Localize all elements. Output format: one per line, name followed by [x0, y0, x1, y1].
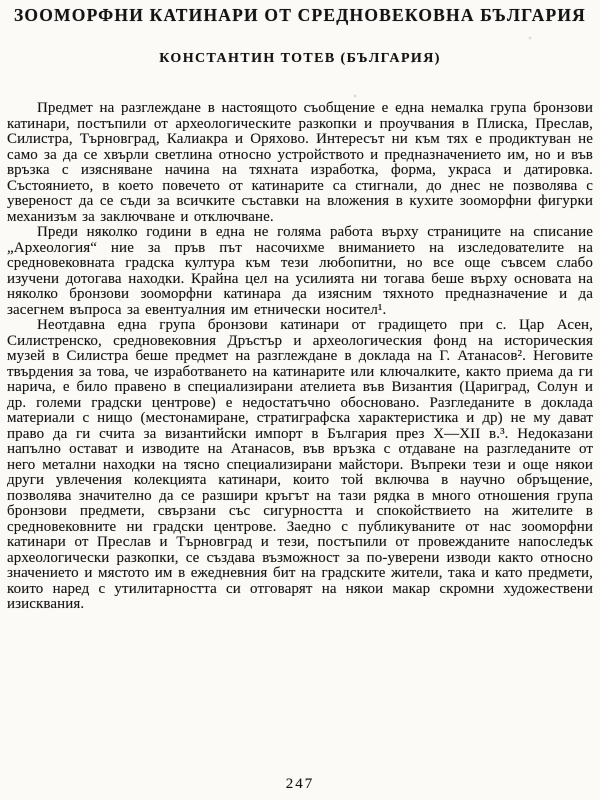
article-body	[7, 101, 593, 613]
paragraph: Неотдавна една група бронзови катинари от градището при с. Цар Асен, Силистренско, средновековния Дръстър и археологическия фонд на историческия музей в Силистра беше предмет на разглеждане в доклада на Г. Атанасов². Неговите твърдения за това, че изработването на катинарите или ключалките, както приема да ги нарича, е било правено в специализирани ателиета във Византия (Цариград, Солун и др. големи градски центрове) е недостатъчно обосновано. Разгледаните в доклада материали с нищо (местонамиране, стратиграфска характеристика и др) не му дават право да ги счита за византийски импорт в България през X—XII в.³. Недоказани напълно остават и изводите на Атанасов, във връзка с отдаване на разгледаните от него метални находки на тясно специализирани майстори. Въпреки тези и още някои други увлечения колекцията катинари, които той включва в научно обръщение, позволява значително да се разшири кръгът на тази рядка в много отношения група бронзови предмети, свързани със сигурността и спокойствието на жителите в средновековните ни градски центрове. Заедно с публикуваните от нас зооморфни катинари от Преслав и Търновград и тези, постъпили от провежданите напоследък археологически разкопки, се създава възможност за по-уверени изводи както относно значението и мястото им в ежедневния бит на градските жители, така и като предмети, които наред с утилитарността си отговарят на някои макар скромни художествени изисквания.	[7, 317, 593, 613]
paragraph: Предмет на разглеждане в настоящото съобщение е една немалка група бронзови катинари, постъпили от археологическите разкопки и проучвания в Плиска, Преслав, Силистра, Търновград, Калиакра и Оряхово. Интересът ни към тях е продиктуван не само за да се хвърли светлина относно устройството и предназначението им, но и във връзка с изясняване начина на тяхната изработка, форма, украса и датировка. Състоянието, в което повечето от катинарите са стигнали, до днес не позволява с увереност да се съди за всичките съставки на вложения в кухите зооморфни фигурки механизъм за заключване и отключване.	[7, 100, 593, 225]
paragraph: Преди няколко години в една не голяма работа върху страниците на списание „Археология“ ние за пръв път насочихме вниманието на изследователите на средновековната градска култура към тези любопитни, но все още съвсем слабо изучени дотогава находки. Крайна цел на усилията ни тогава беше върху основата на няколко бронзови зооморфни катинара да изясним тяхното предназначение и да засегнем въпроса за евентуалния им етнически носител¹.	[7, 224, 593, 318]
page-number: 247	[285, 776, 315, 792]
page-title: ЗООМОРФНИ КАТИНАРИ ОТ СРЕДНОВЕКОВНА БЪЛГАРИЯ	[14, 5, 586, 25]
author-line: КОНСТАНТИН ТОТЕВ (БЪЛГАРИЯ)	[159, 51, 441, 67]
